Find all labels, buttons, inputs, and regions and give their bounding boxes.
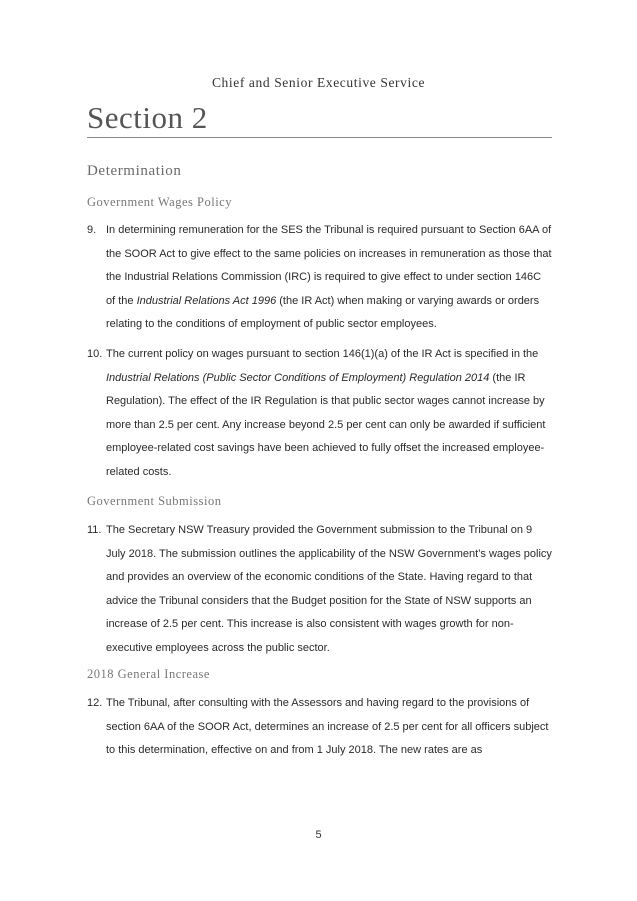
heading-determination: Determination [87,163,182,179]
page-number: 5 [315,829,322,841]
paragraph-text: The current policy on wages pursuant to section 146(1)(a) of the IR Act is specified in the Industrial Relations (Public Sector Conditions of Employment) Regulation 2014 (the IR Regulation). The effect of the IR Regulation is that public sector wages cannot increase by more than 2.5 per cent. Any increase beyond 2.5 per cent can only be awarded if sufficient employee-related cost savings have been achieved to fully offset the increased employee-related costs. [106,348,546,478]
paragraph-number: 12. [87,697,103,709]
heading-general-increase: 2018 General Increase [87,667,210,681]
paragraph-12 [87,692,553,763]
paragraph-9 [87,219,553,337]
paragraph-text: In determining remuneration for the SES the Tribunal is required pursuant to Section 6AA of the SOOR Act to give effect to the same policies on increases in remuneration as those that the Industrial Relations Commission (IRC) is required to give effect to under section 146C of the Industrial Relations Act 1996 (the IR Act) when making or varying awards or orders relating to the conditions of employment of public sector employees. [106,224,552,330]
paragraph-number: 9. [87,224,97,236]
paragraph-text: The Tribunal, after consulting with the Assessors and having regard to the provisions of section 6AA of the SOOR Act, determines an increase of 2.5 per cent for all officers subject to this determination, effective on and from 1 July 2018. The new rates are as [106,697,549,756]
regulation-title: Industrial Relations (Public Sector Conditions of Employment) Regulation 2014 [106,371,490,384]
heading-submission: Government Submission [87,494,222,508]
paragraph-number: 10. [87,348,103,360]
section-title: Section 2 [87,100,208,135]
section-divider [87,137,552,138]
paragraph-number: 11. [87,524,102,536]
paragraph-text: The Secretary NSW Treasury provided the Government submission to the Tribunal on 9 July 2018. The submission outlines the applicability of the NSW Government’s wages policy and provides an overview of the economic conditions of the State. Having regard to that advice the Tribunal considers that the Budget position for the State of NSW supports an increase of 2.5 per cent. This increase is also consistent with wages growth for non-executive employees across the public sector. [106,524,552,654]
running-header: Chief and Senior Executive Service [211,75,426,90]
heading-wages-policy: Government Wages Policy [87,195,232,209]
paragraph-10 [87,343,553,484]
act-title: Industrial Relations Act 1996 [136,294,277,307]
paragraph-11 [87,519,553,660]
